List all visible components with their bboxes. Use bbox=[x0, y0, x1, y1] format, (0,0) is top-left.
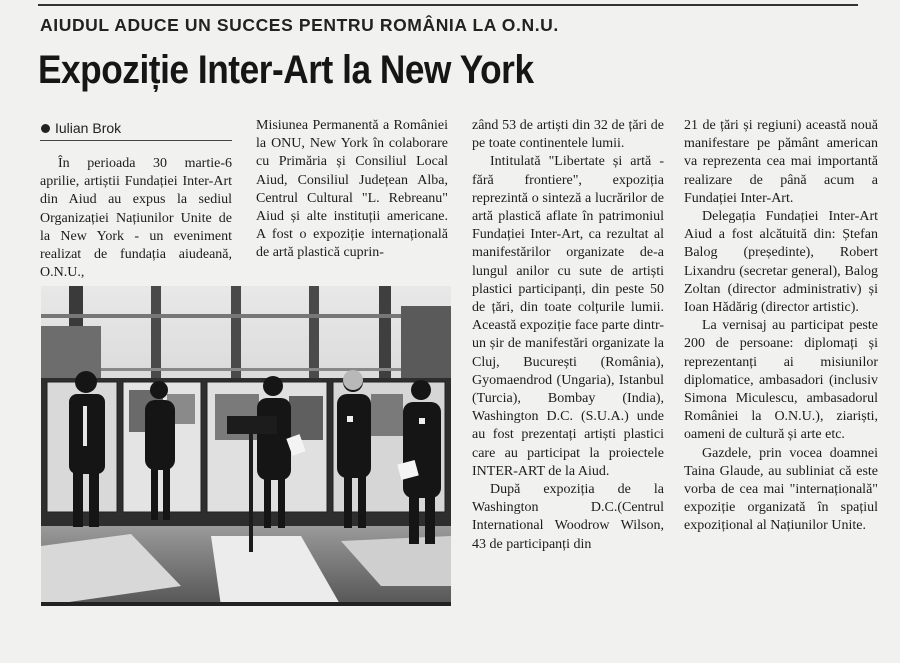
paragraph: În perioada 30 martie-6 aprilie, artiștii Fundației Inter-Art din Aiud au expus la sediul Organizației Națiunilor Unite de la New York - un eveniment realizat de fundația aiudeană, O.N.U., bbox=[40, 156, 232, 281]
headline: Expoziție Inter-Art la New York bbox=[38, 48, 534, 92]
paragraph: Misiunea Permanentă a României la ONU, New York în colaborare cu Primăria și Consiliul Local Aiud, Consiliul Județean Alba, Centrul Cultural "L. Rebreanu" Aiud și alte instituții americane. A fost o expoziție internațională de artă plastică cuprin- bbox=[256, 118, 448, 261]
event-photo bbox=[41, 286, 451, 606]
article-column-3 bbox=[472, 117, 664, 554]
article-column-1 bbox=[40, 155, 232, 282]
exhibition-photo-illustration bbox=[41, 286, 451, 606]
article-column-4 bbox=[684, 117, 878, 536]
paragraph: Gazdele, prin vocea doamnei Taina Glaude, au subliniat că este vorba de cea mai "internațională" expoziție organizată în spațiul expozițional al Națiunilor Unite. bbox=[684, 445, 878, 534]
byline bbox=[41, 120, 121, 136]
paragraph: 21 de țări și regiuni) această nouă manifestare pe pământ american va reprezenta cea mai importantă realizare de până acum a Fundației Inter-Art. bbox=[684, 118, 878, 206]
paragraph: Intitulată "Libertate și artă - fără frontiere", expoziția reprezintă o sinteză a lucrărilor de artă plastică aflate în patrimoniul Fundației Inter-Art, ca rezultat al manifestărilor organizate de-a lungul anilor cu sute de artiști plastici participanți, din peste 50 de țări, din toate colțurile lumii. Această expoziție face parte dintr-un șir de manifestări organizate la Cluj, București (România), Gyomaendrod (Ungaria), Istanbul (Turcia), Bombay (India), Washington D.C. (S.U.A.) unde au fost prezentați artiști plastici care au participat la proiectele INTER-ART de la Aiud. bbox=[472, 154, 664, 479]
paragraph: zând 53 de artiști din 32 de țări de pe toate continentele lumii. bbox=[472, 118, 664, 152]
paragraph: După expoziția de la Washington D.C.(Centrul International Woodrow Wilson, 43 de participanți din bbox=[472, 482, 664, 552]
top-rule bbox=[38, 4, 858, 6]
byline-rule bbox=[40, 140, 232, 141]
bullet-icon bbox=[41, 124, 50, 133]
article-column-2 bbox=[256, 117, 448, 263]
author-name: Iulian Brok bbox=[55, 120, 122, 136]
kicker: AIUDUL ADUCE UN SUCCES PENTRU ROMÂNIA LA O.N.U. bbox=[40, 15, 559, 35]
paragraph: La vernisaj au participat peste 200 de persoane: diplomați și reprezentanți ai misiunilor diplomatice, ambasadori (inclusiv Simona Miculescu, ambasadorul României la O.N.U.), ziariști, oameni de cultură și arte etc. bbox=[684, 318, 878, 443]
paragraph: Delegația Fundației Inter-Art Aiud a fost alcătuită din: Ștefan Balog (președinte), Robert Lixandru (secretar general), Balog Zoltan (director administrativ) și Ioan Hădărig (director artistic). bbox=[684, 209, 878, 316]
